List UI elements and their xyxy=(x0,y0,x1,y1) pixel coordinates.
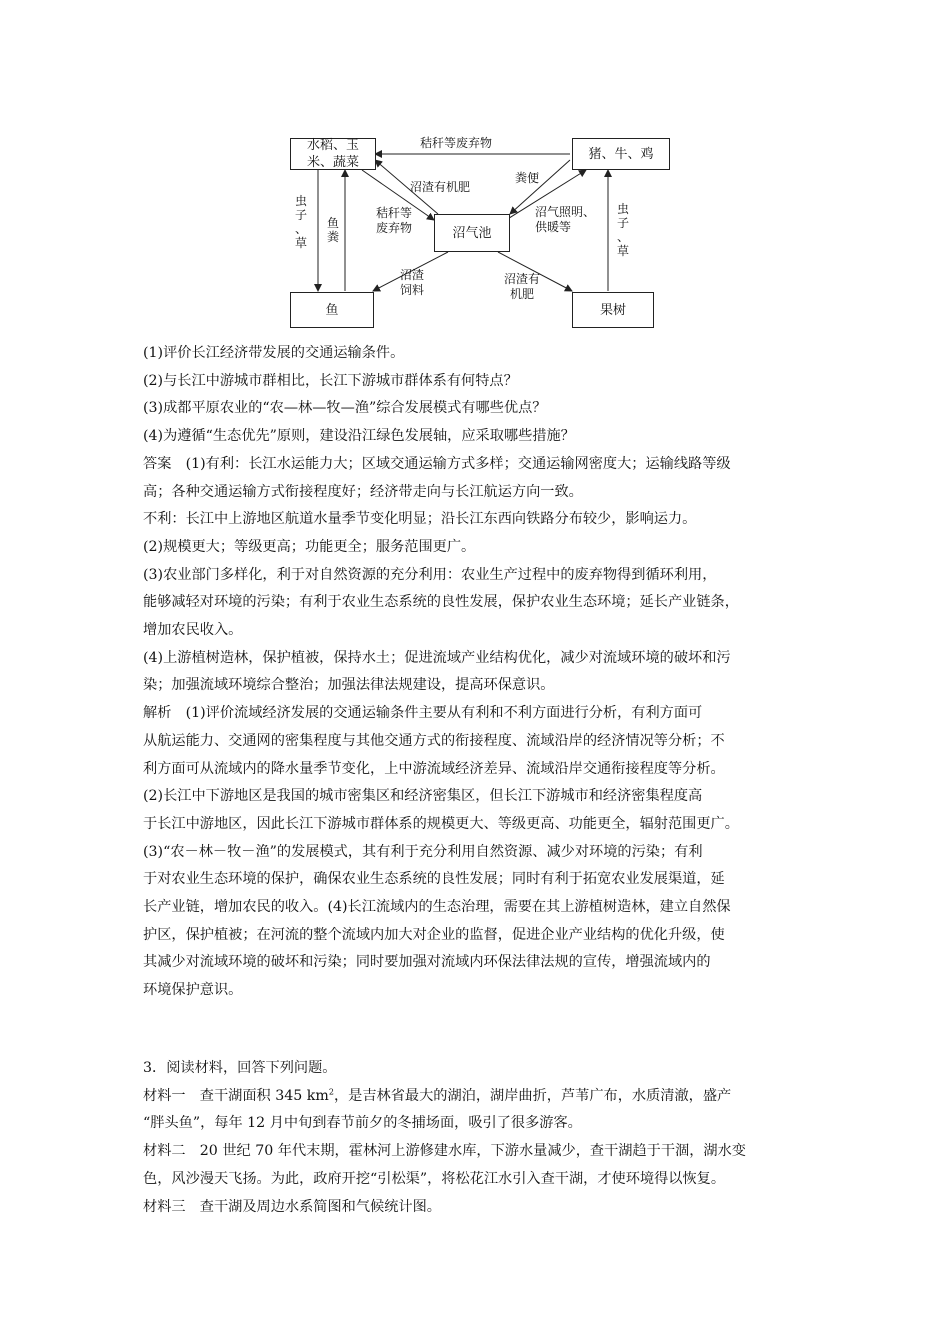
answer-line: (2)规模更大；等级更高；功能更全；服务范围更广。 xyxy=(143,538,476,555)
analysis-line: 于长江中游地区，因此长江下游城市群体系的规模更大、等级更高、功能更全，辐射范围更广。 xyxy=(143,815,739,832)
edge-label-bugs-grass-left: 虫 子 、 草 xyxy=(294,194,307,250)
material-1-line-2: “胖头鱼”，每年 12 月中旬到春节前夕的冬捕场面，吸引了很多游客。 xyxy=(143,1115,582,1132)
analysis-line: 长产业链，增加农民的收入。(4)长江流域内的生态治理，需要在其上游植树造林，建立自然保 xyxy=(143,899,731,916)
material-3-line: 材料三 查干湖及周边水系简图和气候统计图。 xyxy=(143,1198,441,1215)
analysis-line: 于对农业生态环境的保护，确保农业生态系统的良性发展；同时有利于拓宽农业发展渠道，延 xyxy=(143,871,725,888)
answer-line: (4)上游植树造林，保护植被，保持水土；促进流域产业结构优化，减少对流域环境的破坏和污 xyxy=(143,649,731,666)
answer-line: 答案 (1)有利：长江水运能力大；区域交通运输方式多样；交通运输网密度大；运输线路等级 xyxy=(143,455,731,472)
edge-label-bugs-grass-right: 虫 子 、 草 xyxy=(616,202,629,258)
question-2-body xyxy=(143,340,823,1005)
answer-line: 不利：长江中上游地区航道水量季节变化明显；沿长江东西向铁路分布较少，影响运力。 xyxy=(143,511,697,528)
question-3-title: 3．阅读材料，回答下列问题。 xyxy=(143,1060,337,1076)
node-biogas: 沼气池 xyxy=(434,214,510,252)
analysis-line: (2)长江中下游地区是我国的城市密集区和经济密集区，但长江下游城市和经济密集程度高 xyxy=(143,788,703,805)
question-3 xyxy=(143,1055,823,1221)
answer-line: 染；加强流域环境综合整治；加强法律法规建设，提高环保意识。 xyxy=(143,677,555,694)
answer-line: 增加农民收入。 xyxy=(143,622,243,639)
analysis-line: 护区，保护植被；在河流的整个流域内加大对企业的监督，促进企业产业结构的优化升级，使 xyxy=(143,926,725,943)
node-fish: 鱼 xyxy=(290,292,374,328)
edge-label-residue-fertilizer: 沼渣有机肥 xyxy=(410,180,471,194)
analysis-line: 解析 (1)评价流域经济发展的交通运输条件主要从有利和不利方面进行分析，有利方面可 xyxy=(143,705,703,722)
analysis-line: 从航运能力、交通网的密集程度与其他交通方式的衔接程度、流域沿岸的经济情况等分析；不 xyxy=(143,732,725,749)
analysis-line: (3)“农－林－牧－渔”的发展模式，其有利于充分利用自然资源、减少对环境的污染；有利 xyxy=(143,843,703,860)
edge-label-fish-manure: 鱼 粪 xyxy=(326,216,339,244)
question-line: (1)评价长江经济带发展的交通运输条件。 xyxy=(143,345,405,361)
material-2-line-1: 材料二 20 世纪 70 年代末期，霍林河上游修建水库，下游水量减少，查干湖趋于干涸，湖水变 xyxy=(143,1143,746,1160)
answer-line: (3)农业部门多样化，利于对自然资源的充分利用：农业生产过程中的废弃物得到循环利用， xyxy=(143,566,717,583)
edge-label-light-heat: 沼气照明、 供暖等 xyxy=(535,205,596,234)
answer-line: 高；各种交通运输方式衔接程度好；经济带走向与长江航运方向一致。 xyxy=(143,483,583,500)
edge-label-manure: 粪便 xyxy=(515,171,540,185)
edge-label-straw: 秸秆等废弃物 xyxy=(420,136,493,150)
answer-line: 能够减轻对环境的污染；有利于农业生态系统的良性发展，保护农业生态环境；延长产业链条， xyxy=(143,594,739,611)
analysis-line: 其减少对流域环境的破坏和污染；同时要加强对流域内环保法律法规的宣传，增强流域内的 xyxy=(143,954,711,971)
edge-label-feed: 沼渣 饲料 xyxy=(400,268,425,297)
node-crops: 水稻、玉 米、蔬菜 xyxy=(290,138,376,170)
analysis-line: 利方面可从流域内的降水量季节变化，上中游流域经济差异、流域沿岸交通衔接程度等分析。 xyxy=(143,760,725,777)
eco-agriculture-diagram xyxy=(270,128,670,338)
node-livestock: 猪、牛、鸡 xyxy=(572,138,670,170)
material-1-line-1: 材料一 查干湖面积 345 $km^2$，是吉林省最大的湖泊，湖岸曲折，芦苇广布，水质清澈，盛产 xyxy=(143,1086,732,1104)
analysis-line: 环境保护意识。 xyxy=(143,982,243,999)
material-2-line-2: 色，风沙漫天飞扬。为此，政府开挖“引松渠”，将松花江水引入查干湖，才使环境得以恢复。 xyxy=(143,1170,726,1187)
question-line: (4)为遵循“生态优先”原则，建设沿江绿色发展轴，应采取哪些措施？ xyxy=(143,428,575,445)
question-line: (3)成都平原农业的“农—林—牧—渔”综合发展模式有哪些优点？ xyxy=(143,400,547,417)
edge-label-residue-fertilizer-2: 沼渣有 机肥 xyxy=(504,272,541,301)
node-orchard: 果树 xyxy=(572,292,654,328)
edge-label-straw-waste: 秸秆等 废弃物 xyxy=(376,206,413,235)
question-line: (2)与长江中游城市群相比，长江下游城市群体系有何特点？ xyxy=(143,372,518,389)
